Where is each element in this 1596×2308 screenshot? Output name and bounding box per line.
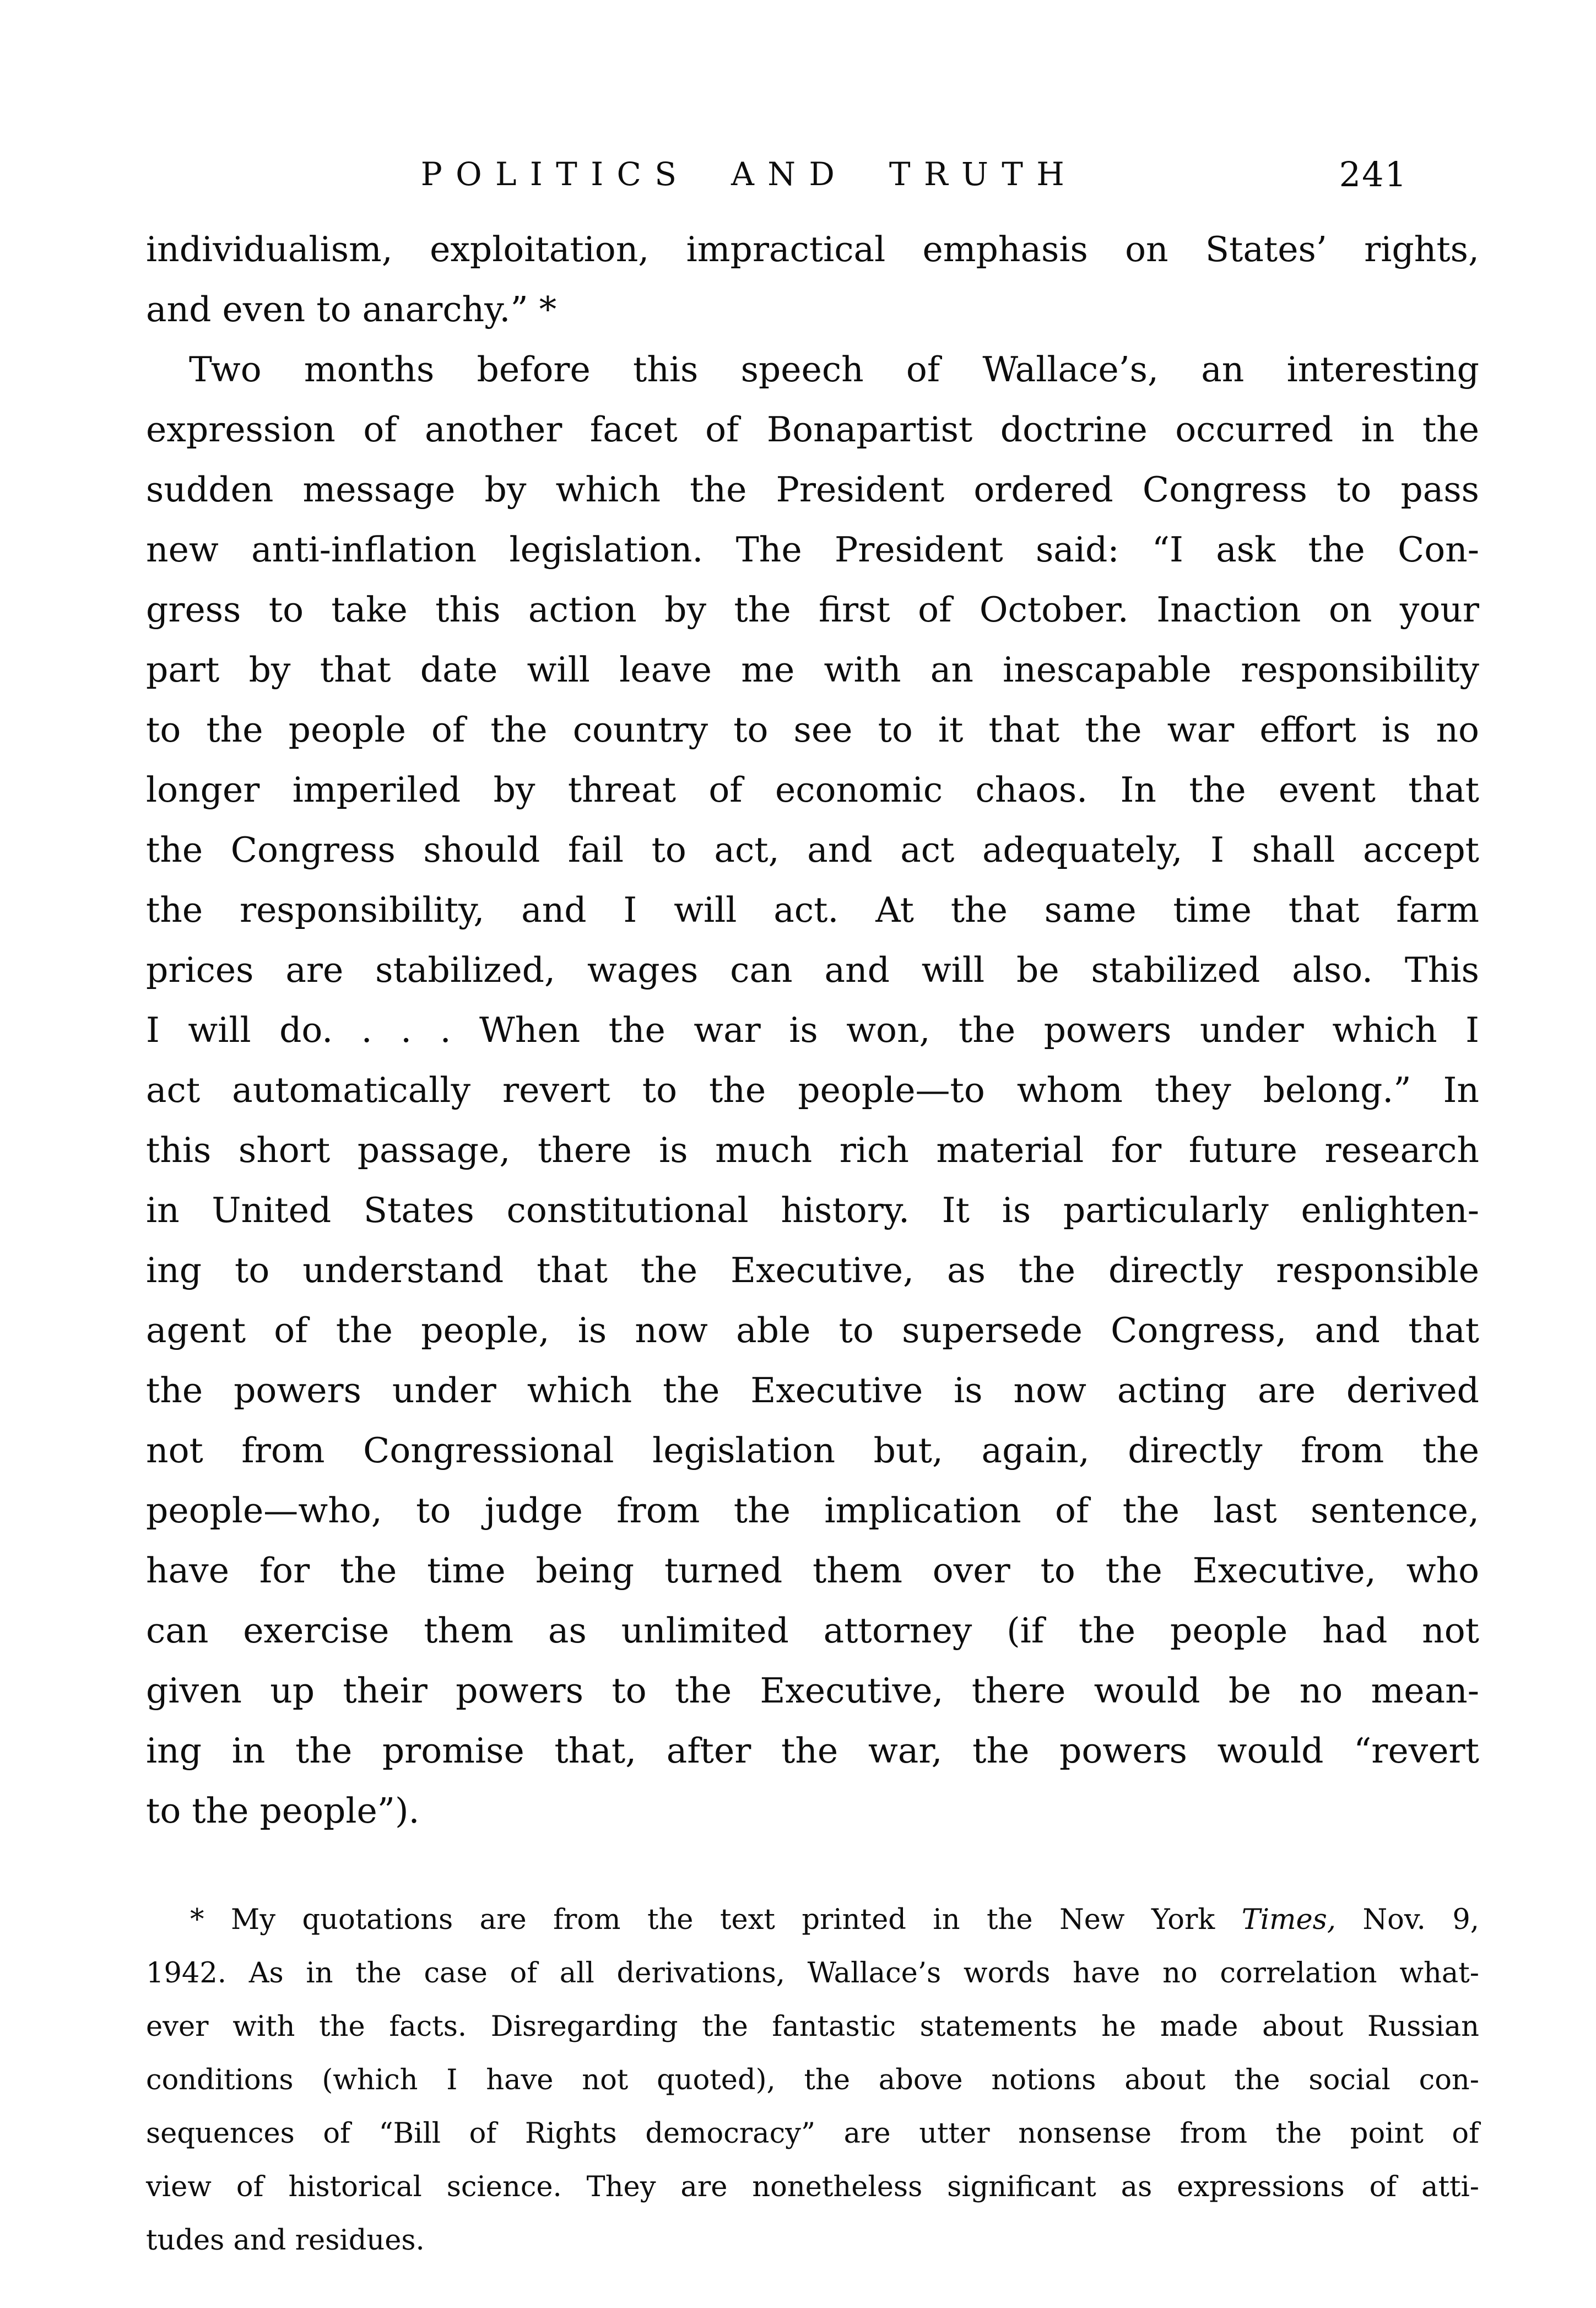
text-line: not from Congressional legislation but, again, directly from the <box>146 1430 1479 1471</box>
footnote <box>146 1893 1479 2267</box>
plain-text: * My quotations are from the text printed in the New York <box>190 1904 1242 1936</box>
text-line: 1942. As in the case of all derivations, Wallace’s words have no correlation what- <box>146 1957 1479 1990</box>
text-line <box>146 1893 1479 1947</box>
plain-text: Nov. 9, <box>1336 1904 1479 1936</box>
text-line: tudes and residues. <box>146 2224 425 2257</box>
text-line: ing in the promise that, after the war, the powers would “revert <box>146 1731 1479 1771</box>
text-line: in United States constitutional history. It is particularly enlighten- <box>146 1190 1479 1230</box>
text-line: the powers under which the Executive is now acting are derived <box>146 1370 1479 1410</box>
text-line: ever with the facts. Disregarding the fantastic statements he made about Russian <box>146 2010 1479 2043</box>
body-text <box>146 219 1479 1841</box>
text-line: new anti-inflation legislation. The President said: “I ask the Con- <box>146 529 1479 570</box>
text-line: gress to take this action by the first of October. Inaction on your <box>146 590 1479 630</box>
running-title: POLITICS AND TRUTH <box>420 155 1078 193</box>
text-line: can exercise them as unlimited attorney (if the people had not <box>146 1610 1479 1651</box>
text-line: view of historical science. They are nonetheless significant as expressions of atti- <box>146 2171 1479 2203</box>
text-line: given up their powers to the Executive, there would be no mean- <box>146 1671 1479 1711</box>
italic-text: Times, <box>1241 1904 1337 1936</box>
text-line: this short passage, there is much rich material for future research <box>146 1130 1479 1170</box>
text-line: prices are stabilized, wages can and will be stabilized also. This <box>146 950 1479 990</box>
text-line: individualism, exploitation, impractical emphasis on States’ rights, <box>146 229 1479 269</box>
text-line: act automatically revert to the people—to whom they belong.” In <box>146 1070 1479 1110</box>
text-line: to the people”). <box>146 1791 420 1831</box>
text-line: and even to anarchy.” * <box>146 289 557 329</box>
text-line: part by that date will leave me with an inescapable responsibility <box>146 650 1479 690</box>
text-line: agent of the people, is now able to supersede Congress, and that <box>146 1310 1479 1350</box>
text-line: ing to understand that the Executive, as the directly responsible <box>146 1250 1479 1290</box>
text-line: the responsibility, and I will act. At the same time that farm <box>146 890 1479 930</box>
text-line: to the people of the country to see to it that the war effort is no <box>146 710 1479 750</box>
text-line: I will do. . . . When the war is won, the powers under which I <box>146 1010 1479 1050</box>
text-line: expression of another facet of Bonapartist doctrine occurred in the <box>146 409 1479 450</box>
text-line: Two months before this speech of Wallace’s, an interesting <box>189 349 1479 390</box>
text-line: the Congress should fail to act, and act adequately, I shall accept <box>146 830 1479 870</box>
text-line: sequences of “Bill of Rights democracy” are utter nonsense from the point of <box>146 2117 1479 2150</box>
text-line: people—who, to judge from the implication of the last sentence, <box>146 1490 1479 1531</box>
page-number: 241 <box>1339 154 1408 194</box>
text-line: conditions (which I have not quoted), the above notions about the social con- <box>146 2064 1479 2096</box>
text-line: longer imperiled by threat of economic chaos. In the event that <box>146 770 1479 810</box>
text-line: sudden message by which the President ordered Congress to pass <box>146 469 1479 510</box>
page-header <box>146 155 1479 199</box>
text-line: have for the time being turned them over to the Executive, who <box>146 1550 1479 1591</box>
